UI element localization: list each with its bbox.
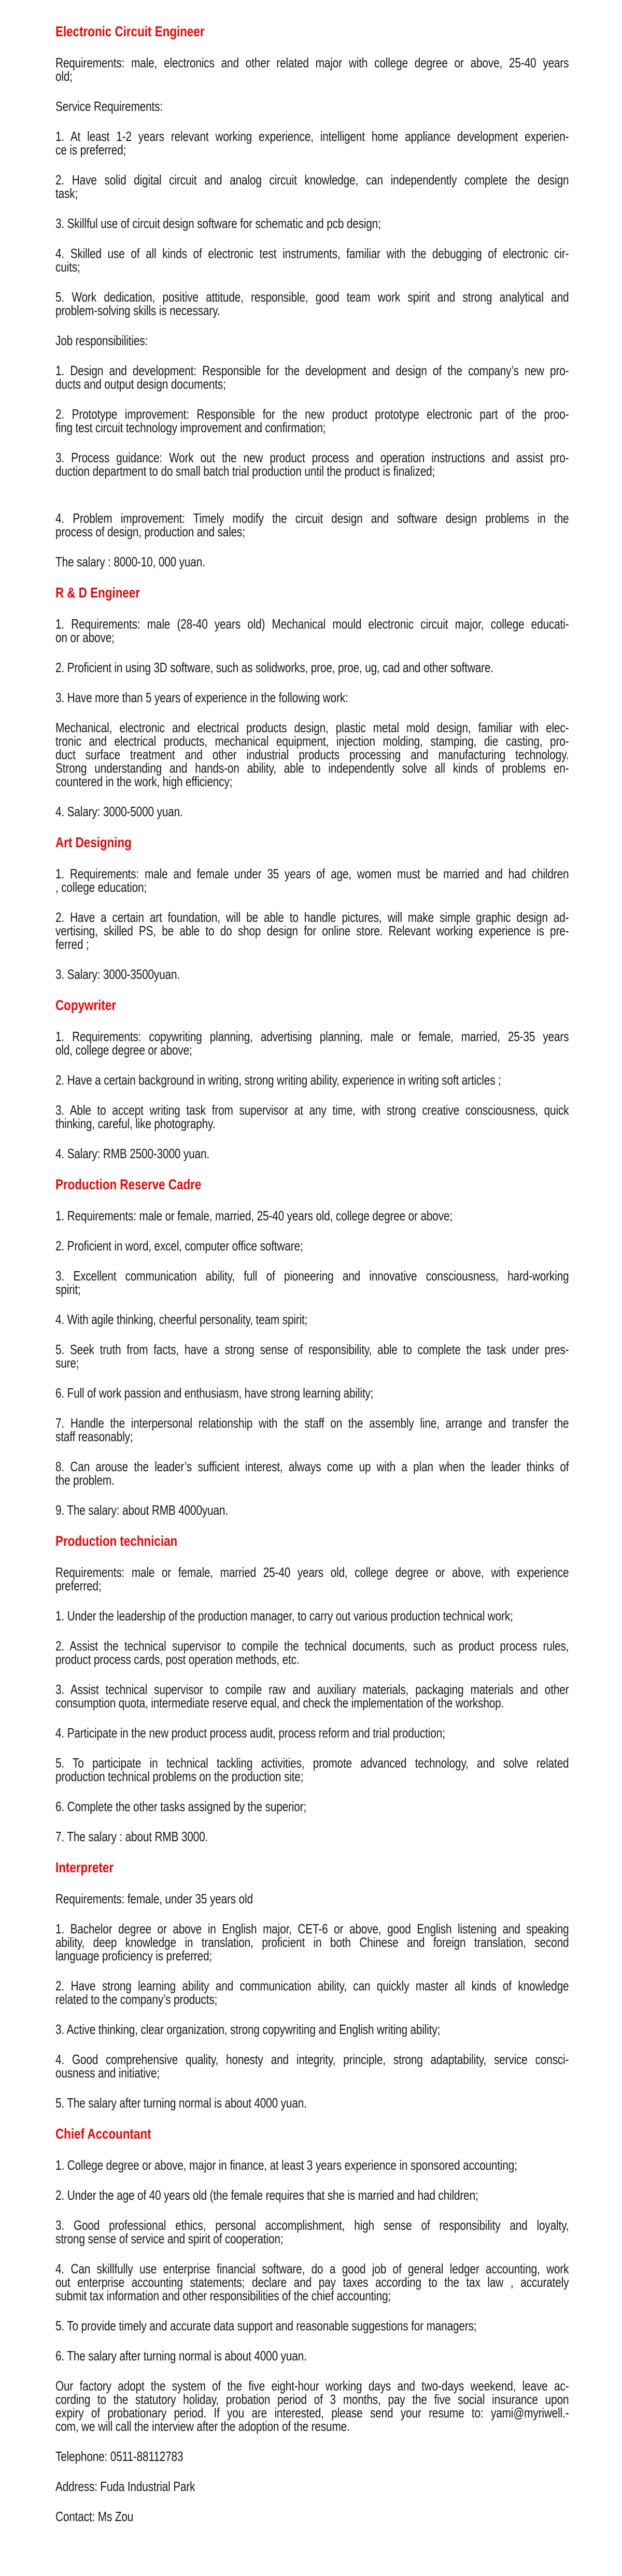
paragraph <box>55 1103 569 1130</box>
text-line: countered in the work, high efficiency; <box>55 774 233 789</box>
text-line: related to the company’s products; <box>55 1991 218 2007</box>
text-line: 4. Participate in the new product process audit, process reform and trial production; <box>55 1725 445 1741</box>
text-line: 2. Proficient in using 3D software, such as solidworks, proe, proe, ug, cad and other software. <box>55 660 493 675</box>
text-line: process of design, production and sales; <box>55 524 245 539</box>
paragraph <box>55 691 569 704</box>
text-line: 3. Assist technical supervisor to compile raw and auxiliary materials, packaging materials and other <box>55 1682 569 1697</box>
text-line: Requirements: female, under 35 years old <box>55 1891 253 1906</box>
text-line: ferred ; <box>55 936 89 952</box>
address <box>55 2480 569 2493</box>
text-line: 2. Have solid digital circuit and analog circuit knowledge, can independently complete the design <box>55 172 569 188</box>
paragraph <box>55 247 569 274</box>
text-line: 2. Have a certain art foundation, will be able to handle pictures, will make simple graphic design ad- <box>55 909 569 925</box>
text-line: 3. Salary: 3000-3500yuan. <box>55 966 180 982</box>
text-line: 4. Skilled use of all kinds of electronic test instruments, familiar with the debugging of electronic cir- <box>55 246 569 261</box>
paragraph <box>55 967 569 981</box>
paragraph <box>55 1460 569 1487</box>
paragraph <box>55 1313 569 1326</box>
telephone <box>55 2450 569 2463</box>
text-line: 5. To provide timely and accurate data support and reasonable suggestions for managers; <box>55 2318 477 2333</box>
text-line: duction department to do small batch trial production until the product is finalized; <box>55 463 435 479</box>
text-line: 5. The salary after turning normal is about 4000 yuan. <box>55 2095 307 2111</box>
text-line: 2. Prototype improvement: Responsible for the new product prototype electronic part of the proo- <box>55 406 569 422</box>
paragraph <box>55 617 569 644</box>
text-line: 3. Excellent communication ability, full of pioneering and innovative consciousness, hard-working <box>55 1268 569 1284</box>
text-line: 3. Able to accept writing task from supervisor at any time, with strong creative consciousness, quick <box>55 1102 569 1118</box>
paragraph <box>55 1639 569 1666</box>
text-line: Job responsibilities: <box>55 333 148 348</box>
section-title-interpreter: Interpreter <box>55 1859 114 1875</box>
paragraph <box>55 555 569 568</box>
section-title-production-technician: Production technician <box>55 1533 178 1549</box>
paragraph <box>55 1683 569 1710</box>
text-line: 4. Good comprehensive quality, honesty and integrity, principle, strong adaptability, service consci- <box>55 2052 569 2067</box>
text-line: 3. Active thinking, clear organization, strong copywriting and English writing ability; <box>55 2022 441 2037</box>
text-line: 2. Have a certain background in writing, strong writing ability, experience in writing soft articles ; <box>55 1072 501 1088</box>
closing-note <box>55 2379 569 2433</box>
paragraph <box>55 1892 569 1905</box>
text-line: Service Requirements: <box>55 98 163 114</box>
text-line: 2. Have strong learning ability and communication ability, can quickly master all kinds of knowledge <box>55 1978 569 1994</box>
paragraph <box>55 2188 569 2202</box>
section-title-electronic-circuit-engineer: Electronic Circuit Engineer <box>55 23 205 39</box>
text-line: Address: Fuda Industrial Park <box>55 2479 195 2494</box>
text-line: on or above; <box>55 630 115 645</box>
text-line: 1. Requirements: male (28-40 years old) Mechanical mould electronic circuit major, college educati- <box>55 616 569 632</box>
text-line: production technical problems on the production site; <box>55 1769 304 1784</box>
paragraph <box>55 1922 569 1962</box>
paragraph <box>55 2053 569 2080</box>
text-line: Our factory adopt the system of the five eight-hour working days and two-days weekend, leave ac- <box>55 2378 569 2394</box>
paragraph <box>55 805 569 818</box>
paragraph <box>55 1343 569 1370</box>
text-line: 1. Design and development: Responsible for the development and design of the company’s new pro- <box>55 363 569 378</box>
text-line: 4. Salary: 3000-5000 yuan. <box>55 804 183 819</box>
text-line: ability, deep knowledge in translation, proficient in both Chinese and foreign translation, second <box>55 1934 569 1950</box>
text-line: product process cards, post operation methods, etc. <box>55 1652 300 1667</box>
paragraph <box>55 56 569 83</box>
text-line: 7. The salary : about RMB 3000. <box>55 1829 208 1844</box>
text-line: 5. Work dedication, positive attitude, responsible, good team work spirit and strong analytical and <box>55 289 569 305</box>
text-line: Mechanical, electronic and electrical products design, plastic metal mold design, familiar with elec- <box>55 720 569 735</box>
paragraph-spacer <box>55 494 622 511</box>
paragraph <box>55 1030 569 1057</box>
text-line: problem-solving skills is necessary. <box>55 303 220 318</box>
text-line: cording to the statutory holiday, probation period of 3 months, pay the five social insurance upon <box>55 2392 569 2407</box>
text-line: 3. Process guidance: Work out the new product process and operation instructions and assist pro- <box>55 450 569 465</box>
paragraph <box>55 1800 569 1813</box>
text-line: 2. Proficient in word, excel, computer office software; <box>55 1238 303 1254</box>
paragraph <box>55 1726 569 1740</box>
text-line: duct surface treatment and other industrial products processing and manufacturing technology. <box>55 747 569 762</box>
text-line: thinking, careful, like photography. <box>55 1116 216 1131</box>
paragraph <box>55 334 569 347</box>
text-line: 1. Requirements: copywriting planning, advertising planning, male or female, married, 25-35 years <box>55 1029 569 1044</box>
section-title-art-designing: Art Designing <box>55 834 132 850</box>
paragraph <box>55 511 569 538</box>
paragraph <box>55 1209 569 1222</box>
text-line: old, college degree or above; <box>55 1042 192 1058</box>
text-line: 3. Have more than 5 years of experience in the following work: <box>55 690 348 705</box>
paragraph <box>55 1979 569 2006</box>
text-line: The salary : 8000-10, 000 yuan. <box>55 554 205 570</box>
text-line: 1. Under the leadership of the production manager, to carry out various production technical work; <box>55 1608 513 1624</box>
text-line: Strong understanding and hands-on ability, able to independently solve all kinds of problems en- <box>55 760 569 776</box>
text-line: staff reasonably; <box>55 1429 133 1444</box>
paragraph <box>55 1609 569 1623</box>
text-line: 8. Can arouse the leader’s sufficient interest, always come up with a plan when the leader thinks of <box>55 1459 569 1474</box>
text-line: 6. The salary after turning normal is about 4000 yuan. <box>55 2348 307 2364</box>
text-line: , college education; <box>55 879 147 895</box>
paragraph <box>55 1386 569 1400</box>
text-line: ce is preferred; <box>55 142 126 158</box>
text-line: Telephone: 0511-88112783 <box>55 2449 183 2464</box>
text-line: 5. Seek truth from facts, have a strong sense of responsibility, able to complete the task under pres- <box>55 1342 569 1357</box>
paragraph <box>55 130 569 156</box>
paragraph <box>55 1756 569 1783</box>
paragraph <box>55 173 569 200</box>
text-line: 1. At least 1-2 years relevant working experience, intelligent home appliance development experien- <box>55 129 569 144</box>
text-line: submit tax information and other responsibilities of the chief accounting; <box>55 2288 391 2303</box>
text-line: expiry of probationary period. If you are interested, please send your resume to: yami@myriwell.- <box>55 2405 569 2421</box>
contact <box>55 2510 569 2523</box>
paragraph <box>55 451 569 478</box>
paragraph <box>55 2218 569 2245</box>
paragraph <box>55 1565 569 1592</box>
paragraph <box>55 364 569 391</box>
text-line: Requirements: male or female, married 25-40 years old, college degree or above, with experience <box>55 1564 569 1580</box>
text-line: 2. Assist the technical supervisor to compile the technical documents, such as product process rules, <box>55 1638 569 1654</box>
text-line: task; <box>55 186 78 201</box>
text-line: tronic and electrical products, mechanical equipment, injection molding, stamping, die casting, pro- <box>55 733 569 749</box>
paragraph <box>55 1147 569 1160</box>
text-line: language proficiency is preferred; <box>55 1948 213 1963</box>
paragraph <box>55 99 569 113</box>
paragraph <box>55 661 569 674</box>
text-line: sure; <box>55 1355 79 1371</box>
paragraph <box>55 2349 569 2362</box>
paragraph <box>55 2319 569 2332</box>
text-line: preferred; <box>55 1578 102 1593</box>
text-line: fing test circuit technology improvement and confirmation; <box>55 420 326 435</box>
paragraph <box>55 1269 569 1296</box>
paragraph <box>55 2023 569 2036</box>
text-line: 9. The salary: about RMB 4000yuan. <box>55 1502 228 1518</box>
paragraph <box>55 910 569 951</box>
text-line: old; <box>55 68 73 84</box>
text-line: out enterprise accounting statements; declare and pay taxes according to the tax law , accurately <box>55 2274 569 2290</box>
text-line: Contact: Ms Zou <box>55 2509 134 2524</box>
section-title-r-and-d-engineer: R & D Engineer <box>55 585 140 601</box>
paragraph <box>55 1239 569 1253</box>
paragraph <box>55 2096 569 2110</box>
paragraph <box>55 2158 569 2172</box>
text-line: 7. Handle the interpersonal relationship with the staff on the assembly line, arrange and transfer the <box>55 1415 569 1431</box>
text-line: vertising, skilled PS, be able to do shop design for online store. Relevant working experience is pre- <box>55 923 569 938</box>
text-line: 5. To participate in technical tackling activities, promote advanced technology, and solve related <box>55 1755 569 1771</box>
text-line: 1. Requirements: male or female, married, 25-40 years old, college degree or above; <box>55 1208 453 1223</box>
text-line: the problem. <box>55 1472 115 1488</box>
text-line: consumption quota, intermediate reserve equal, and check the implementation of the workshop. <box>55 1695 504 1711</box>
section-title-copywriter: Copywriter <box>55 997 116 1013</box>
paragraph <box>55 867 569 894</box>
text-line: 4. With agile thinking, cheerful personality, team spirit; <box>55 1312 308 1327</box>
text-line: 6. Complete the other tasks assigned by the superior; <box>55 1799 307 1814</box>
text-line: Requirements: male, electronics and other related major with college degree or above, 25-40 years <box>55 55 569 70</box>
paragraph <box>55 1503 569 1517</box>
text-line: ousness and initiative; <box>55 2065 160 2081</box>
text-line: cuits; <box>55 259 80 275</box>
paragraph <box>55 217 569 230</box>
text-line: 2. Under the age of 40 years old (the female requires that she is married and had children; <box>55 2187 478 2203</box>
paragraph <box>55 2262 569 2302</box>
text-line: 6. Full of work passion and enthusiasm, have strong learning ability; <box>55 1385 374 1401</box>
paragraph <box>55 1416 569 1443</box>
paragraph <box>55 721 569 788</box>
text-line: 3. Skillful use of circuit design software for schematic and pcb design; <box>55 216 381 231</box>
paragraph <box>55 1073 569 1087</box>
text-line: com, we will call the interview after the adoption of the resume. <box>55 2418 350 2434</box>
text-line: 4. Salary: RMB 2500-3000 yuan. <box>55 1146 209 1161</box>
paragraph <box>55 407 569 434</box>
text-line: 4. Can skillfully use enterprise financial software, do a good job of general ledger accounting, work <box>55 2261 569 2276</box>
paragraph <box>55 290 569 317</box>
text-line: 1. Bachelor degree or above in English major, CET-6 or above, good English listening and speaking <box>55 1921 569 1937</box>
text-line: 3. Good professional ethics, personal accomplishment, high sense of responsibility and loyalty, <box>55 2217 569 2233</box>
text-line: 1. College degree or above, major in finance, at least 3 years experience in sponsored accounting; <box>55 2157 517 2173</box>
section-title-production-reserve-cadre: Production Reserve Cadre <box>55 1176 202 1192</box>
text-line: ducts and output design documents; <box>55 376 226 392</box>
text-line: 1. Requirements: male and female under 35 years of age, women must be married and had children <box>55 866 569 881</box>
text-line: strong sense of service and spirit of cooperation; <box>55 2231 284 2246</box>
section-title-chief-accountant: Chief Accountant <box>55 2126 151 2142</box>
text-line: 4. Problem improvement: Timely modify the circuit design and software design problems in the <box>55 510 569 526</box>
text-line: spirit; <box>55 1282 81 1297</box>
paragraph <box>55 1830 569 1843</box>
